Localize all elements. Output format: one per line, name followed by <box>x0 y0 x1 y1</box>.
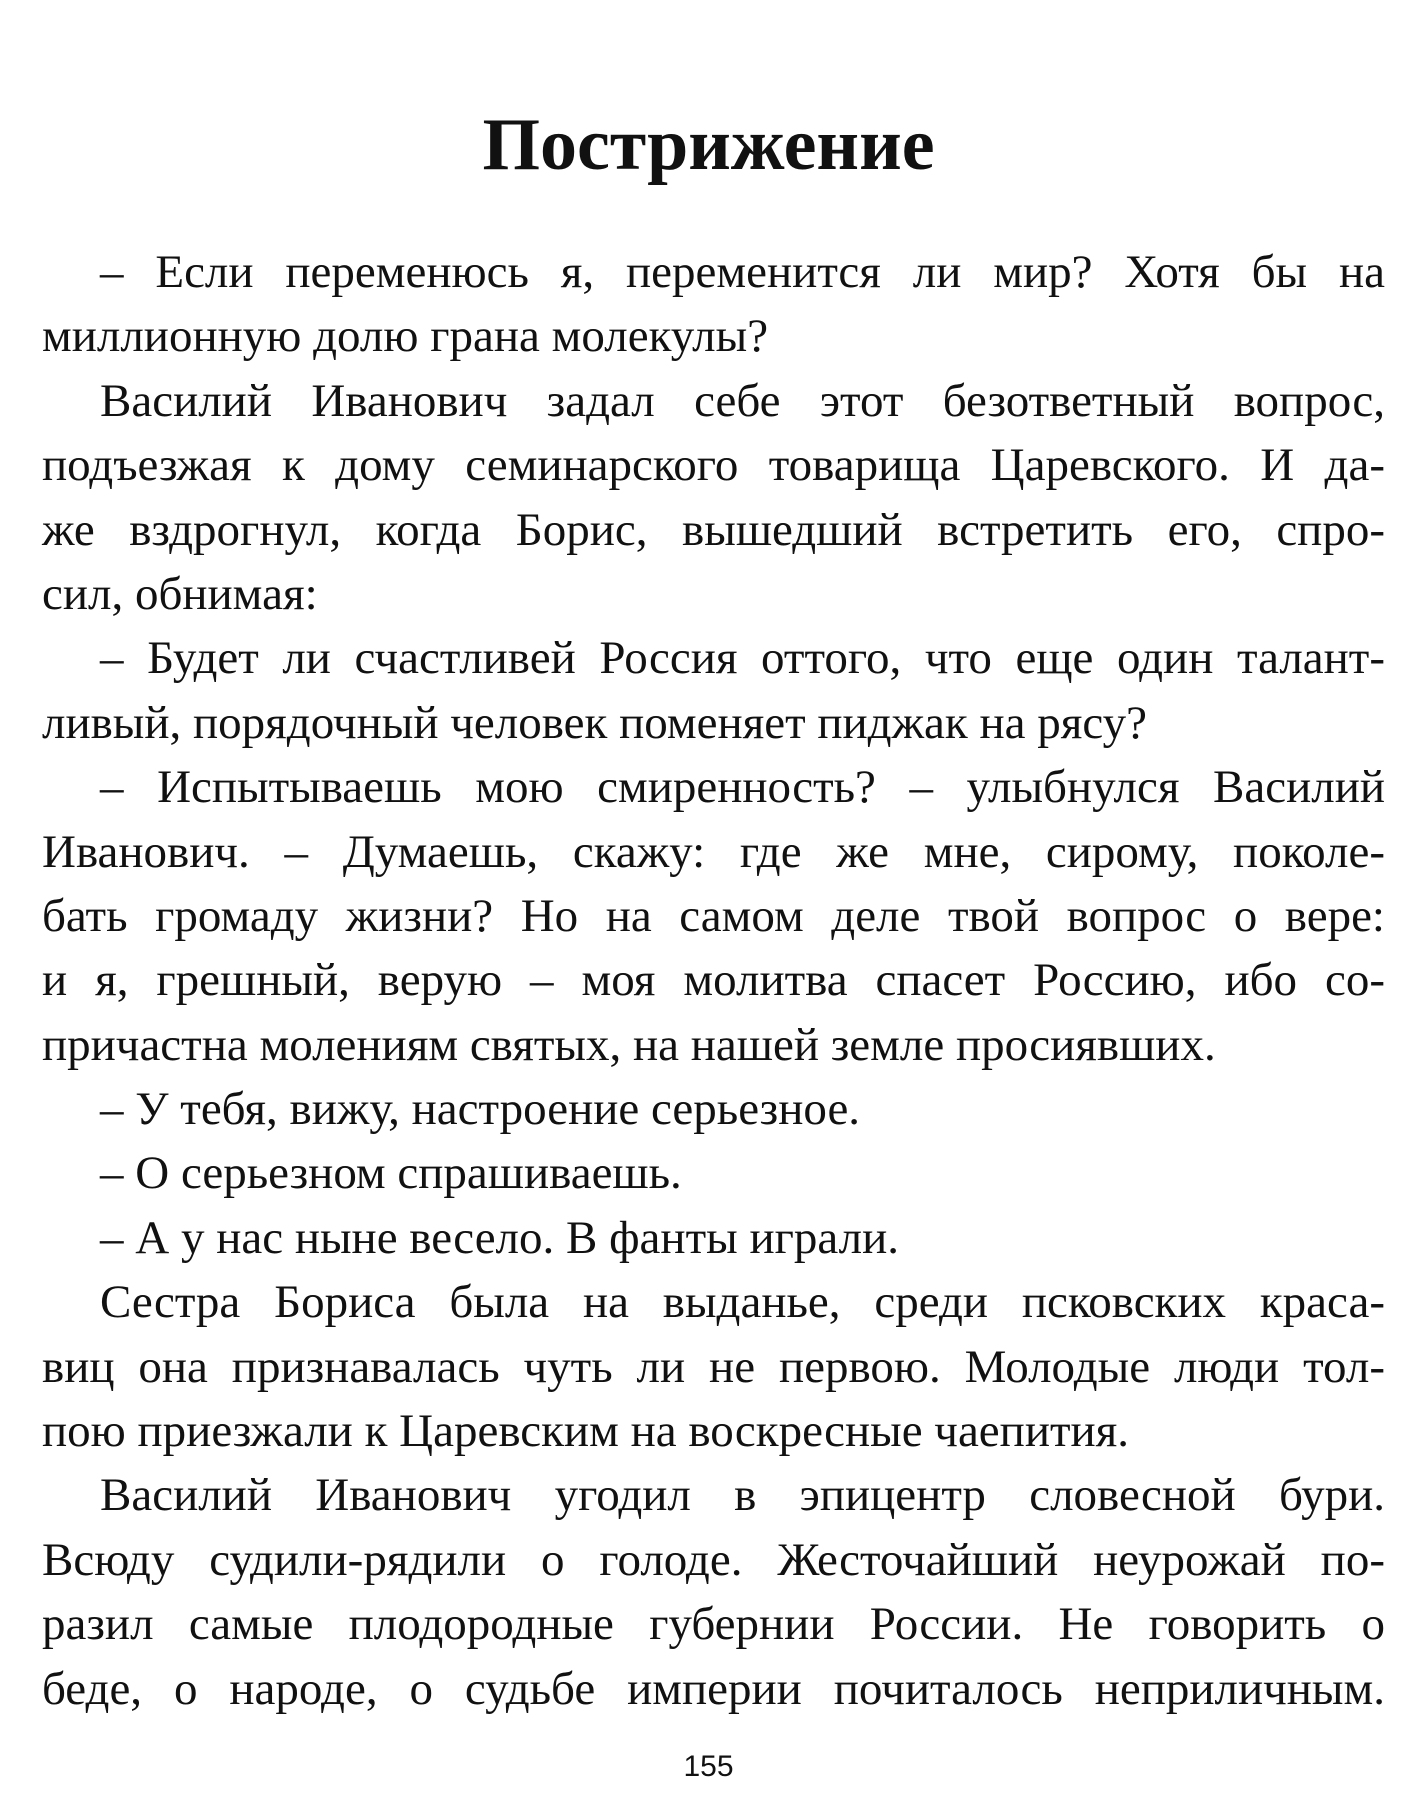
text-line: Сестра Бориса была на выданье, среди псковских краса- <box>100 1276 1385 1329</box>
text-line: Иванович. – Думаешь, скажу: где же мне, сирому, поколе- <box>42 825 1385 878</box>
text-line: беде, о народе, о судьбе империи почиталось неприличным. <box>42 1662 1385 1715</box>
text-line: сил, обнимая: <box>42 567 318 620</box>
text-line: миллионную долю грана молекулы? <box>42 310 769 363</box>
text-line: же вздрогнул, когда Борис, вышедший встретить его, спро- <box>42 503 1385 556</box>
page-number: 155 <box>683 1750 734 1783</box>
text-line: – А у нас ныне весело. В фанты играли. <box>100 1211 899 1264</box>
text-line: Василий Иванович задал себе этот безответный вопрос, <box>100 374 1385 427</box>
text-line: бать громаду жизни? Но на самом деле твой вопрос о вере: <box>42 889 1385 942</box>
text-line: – У тебя, вижу, настроение серьезное. <box>100 1083 861 1136</box>
text-line: разил самые плодородные губернии России. Не говорить о <box>42 1598 1385 1651</box>
text-line: – Испытываешь мою смиренность? – улыбнулся Василий <box>100 761 1385 814</box>
text-line: виц она признавалась чуть ли не первою. Молодые люди тол- <box>42 1340 1385 1393</box>
text-line: и я, грешный, верую – моя молитва спасет Россию, ибо со- <box>42 954 1385 1007</box>
text-line: причастна молениям святых, на нашей земле просиявших. <box>42 1018 1216 1071</box>
text-line: – Если переменюсь я, переменится ли мир? Хотя бы на <box>100 246 1385 298</box>
text-line: – Будет ли счастливей Россия оттого, что еще один талант- <box>100 632 1385 685</box>
text-line: подъезжая к дому семинарского товарища Царевского. И да- <box>42 439 1385 492</box>
text-line: пою приезжали к Царевским на воскресные чаепития. <box>42 1405 1130 1458</box>
text-line: Всюду судили-рядили о голоде. Жесточайший неурожай по- <box>42 1533 1385 1586</box>
text-line: ливый, порядочный человек поменяет пиджак на рясу? <box>42 696 1147 749</box>
chapter-title: Пострижение <box>482 104 935 186</box>
text-line: Василий Иванович угодил в эпицентр словесной бури. <box>100 1469 1385 1522</box>
body-text <box>42 240 1385 1721</box>
text-line: – О серьезном спрашиваешь. <box>100 1147 682 1200</box>
